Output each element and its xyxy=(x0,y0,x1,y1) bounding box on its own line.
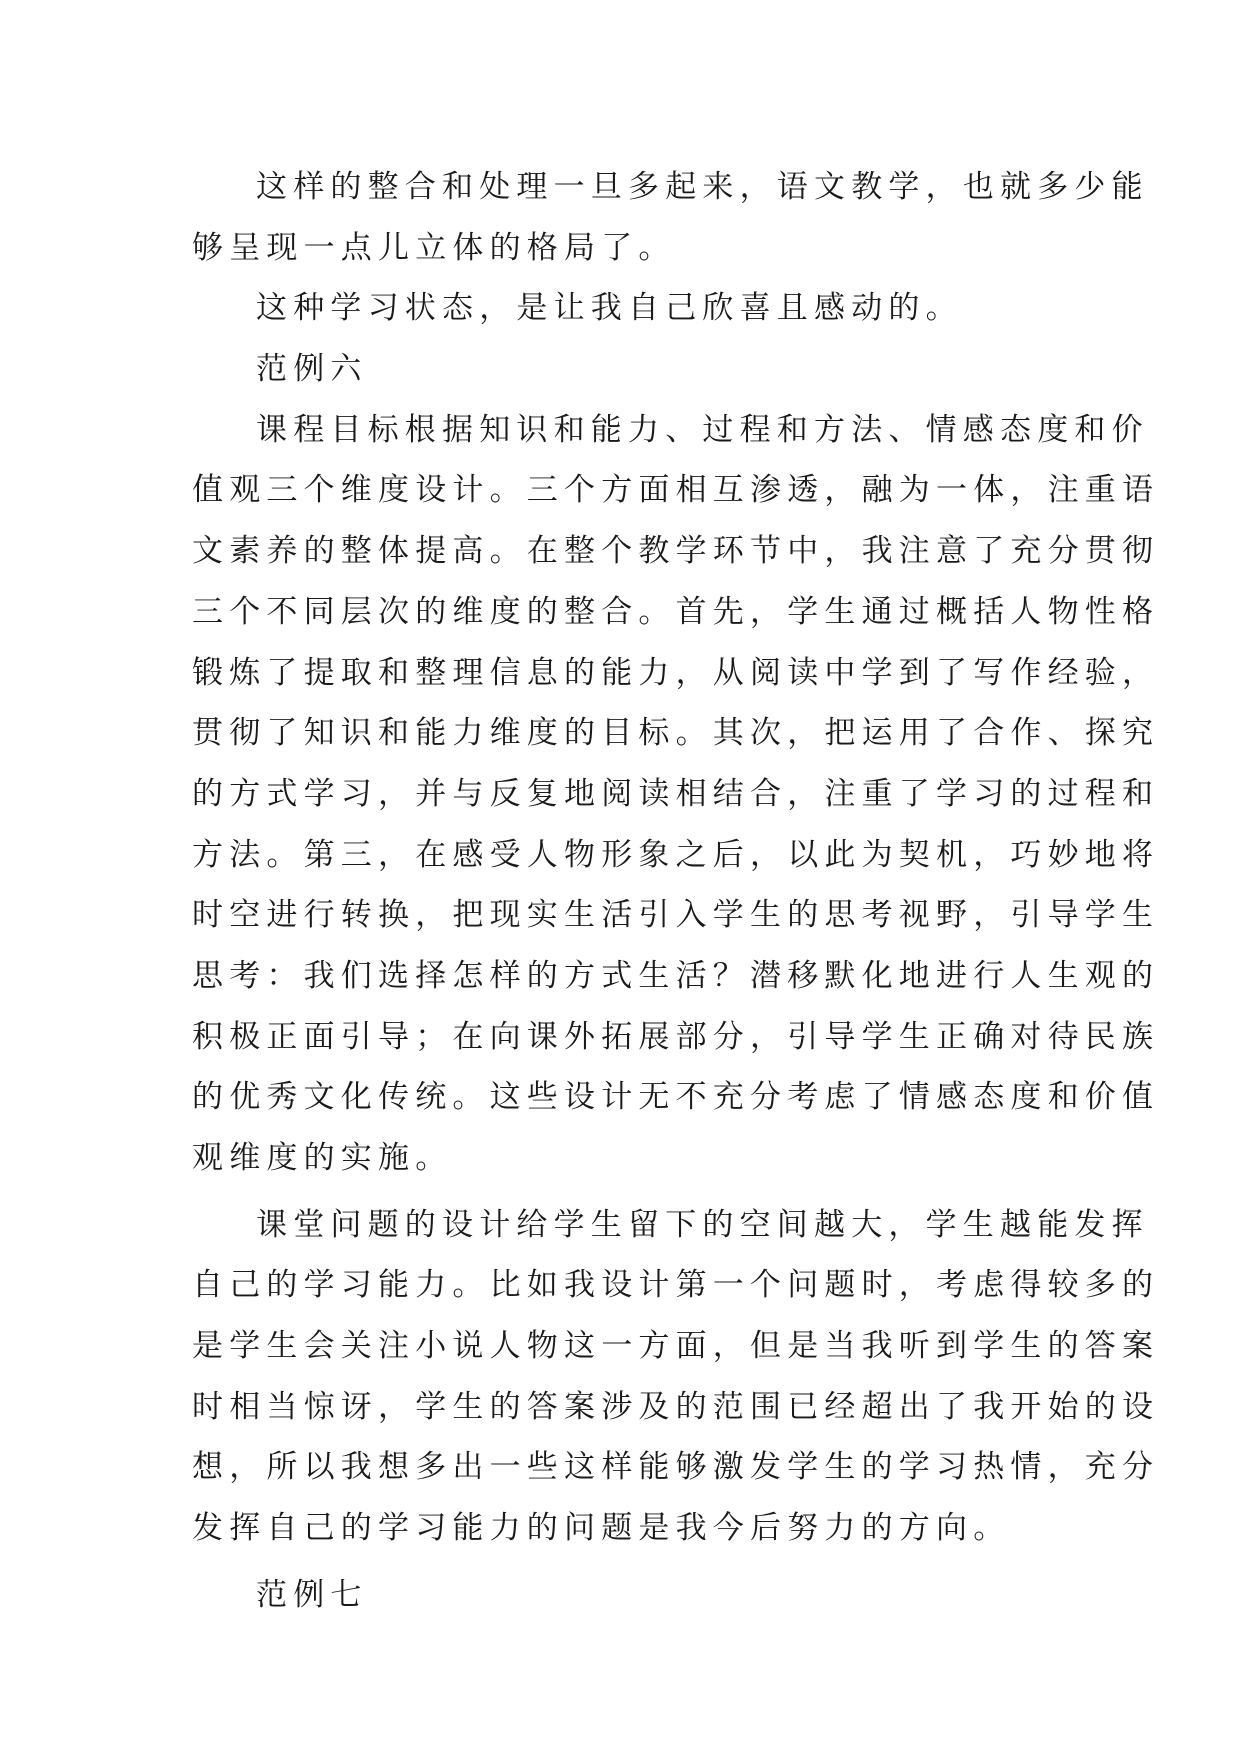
paragraph-line: 文素养的整体提高。在整个教学环节中，我注意了充分贯彻 xyxy=(192,533,1160,570)
section-heading: 范例七 xyxy=(256,1576,368,1613)
paragraph-line: 时相当惊讶，学生的答案涉及的范围已经超出了我开始的设 xyxy=(192,1388,1160,1425)
paragraph-line: 够呈现一点儿立体的格局了。 xyxy=(192,229,676,266)
paragraph-line: 的优秀文化传统。这些设计无不充分考虑了情感态度和价值 xyxy=(192,1079,1160,1116)
paragraph-line: 自己的学习能力。比如我设计第一个问题时，考虑得较多的 xyxy=(192,1267,1160,1304)
paragraph-line: 锻炼了提取和整理信息的能力，从阅读中学到了写作经验， xyxy=(192,654,1160,691)
paragraph-line: 积极正面引导；在向课外拓展部分，引导学生正确对待民族 xyxy=(192,1018,1160,1055)
document-body xyxy=(192,157,1160,1626)
paragraph-line: 课程目标根据知识和能力、过程和方法、情感态度和价 xyxy=(256,411,1149,448)
paragraph-line: 方法。第三，在感受人物形象之后，以此为契机，巧妙地将 xyxy=(192,836,1160,873)
paragraph-line: 是学生会关注小说人物这一方面，但是当我听到学生的答案 xyxy=(192,1328,1160,1365)
paragraph-line: 课堂问题的设计给学生留下的空间越大，学生越能发挥 xyxy=(256,1206,1149,1243)
paragraph-line: 这种学习状态，是让我自己欣喜且感动的。 xyxy=(256,290,963,327)
section-heading: 范例六 xyxy=(256,351,368,388)
paragraph-line: 发挥自己的学习能力的问题是我今后努力的方向。 xyxy=(192,1510,1011,1547)
paragraph-line: 思考：我们选择怎样的方式生活？潜移默化地进行人生观的 xyxy=(192,957,1160,994)
paragraph-line: 三个不同层次的维度的整合。首先，学生通过概括人物性格 xyxy=(192,593,1160,630)
paragraph-line: 贯彻了知识和能力维度的目标。其次，把运用了合作、探究 xyxy=(192,715,1160,752)
paragraph-line: 想，所以我想多出一些这样能够激发学生的学习热情，充分 xyxy=(192,1449,1160,1486)
paragraph-line: 观维度的实施。 xyxy=(192,1140,453,1176)
paragraph-line: 这样的整合和处理一旦多起来，语文教学，也就多少能 xyxy=(256,169,1149,205)
paragraph-line: 时空进行转换，把现实生活引入学生的思考视野，引导学生 xyxy=(192,897,1160,934)
paragraph-line: 的方式学习，并与反复地阅读相结合，注重了学习的过程和 xyxy=(192,775,1160,812)
paragraph-line: 值观三个维度设计。三个方面相互渗透，融为一体，注重语 xyxy=(192,472,1160,509)
